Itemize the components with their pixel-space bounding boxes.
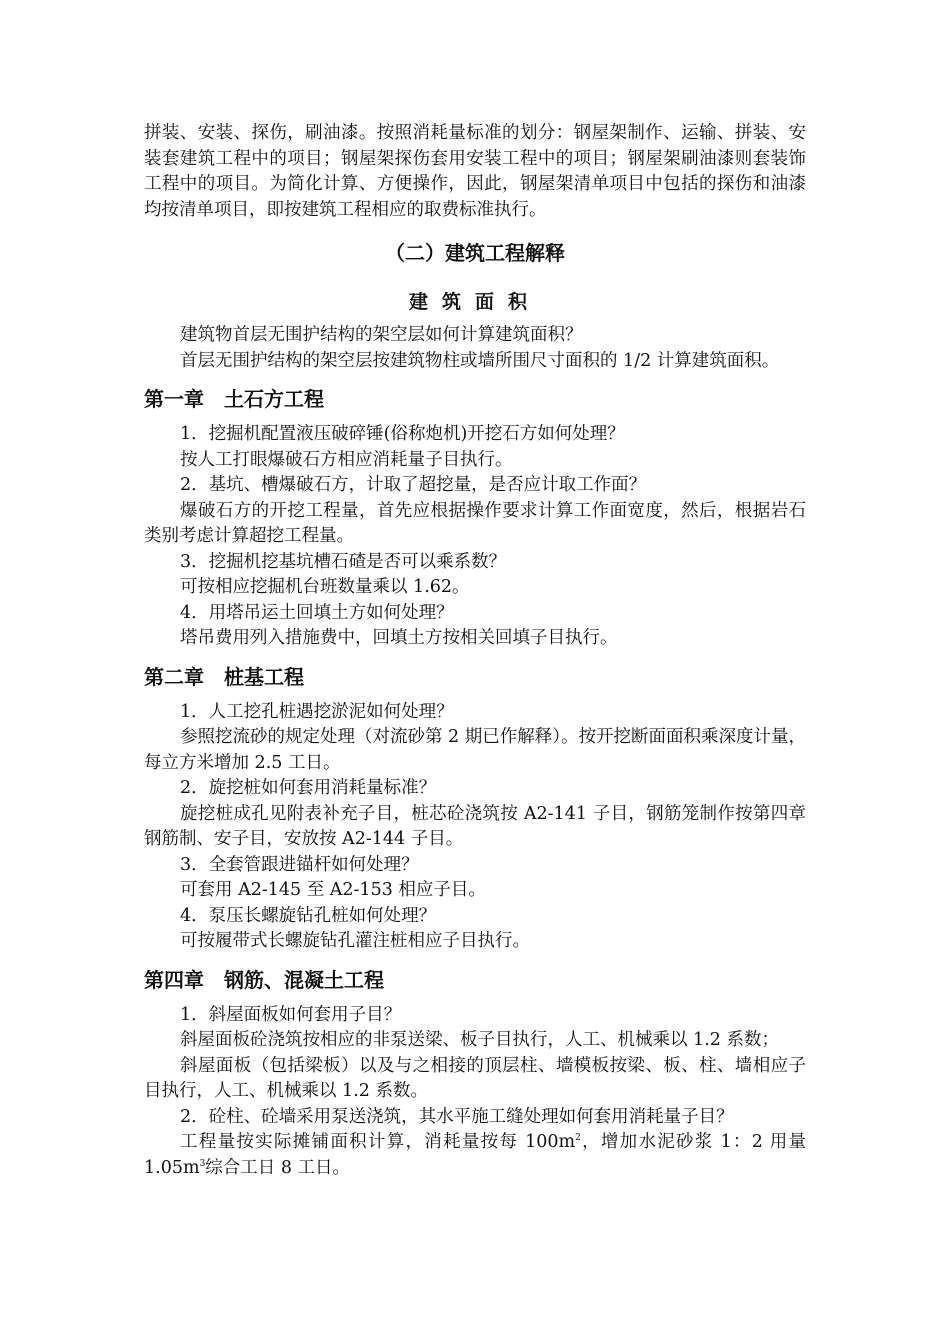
superscript: 3 [199,1158,206,1169]
question: 1．人工挖孔桩遇挖淤泥如何处理？ [180,701,454,722]
answer: 参照挖流砂的规定处理（对流砂第 2 期已作解释）。按开挖断面面积乘深度计量，每立方米增加 2.5 工日。 [144,727,807,773]
chapter-4-title: 第四章 钢筋、混凝土工程 [144,967,384,992]
answer: 旋挖桩成孔见附表补充子目，桩芯砼浇筑按 A2-141 子目，钢筋笼制作按第四章钢筋制、安子目，安放按 A2-144 子目。 [144,803,806,849]
chapter-2-title: 第二章 桩基工程 [144,664,304,689]
intro-paragraph: 拼装、安装、探伤，刷油漆。按照消耗量标准的划分：钢屋架制作、运输、拼装、安装套建筑工程中的项目；钢屋架探伤套用安装工程中的项目；钢屋架刷油漆则套装饰工程中的项目。为简化计算、方便操作，因此，钢屋架清单项目中包括的探伤和油漆均按清单项目，即按建筑工程相应的取费标准执行。 [144,123,806,220]
question: 4．泵压长螺旋钻孔桩如何处理？ [180,905,437,926]
question: 建筑物首层无围护结构的架空层如何计算建筑面积？ [180,325,583,345]
answer: 斜屋面板砼浇筑按相应的非泵送梁、板子目执行，人工、机械乘以 1.2 系数； [180,1030,779,1050]
answer: 可按相应挖掘机台班数量乘以 1.62。 [180,577,470,597]
answer-text-part: 工程量按实际摊铺面积计算，消耗量按每 100m [180,1132,576,1152]
answer: 爆破石方的开挖工程量，首先应根据操作要求计算工作面宽度，然后，根据岩石类别考虑计算超挖工程量。 [144,500,806,546]
chapter-1-title: 第一章 土石方工程 [144,387,324,411]
question: 4．用塔吊运土回填土方如何处理？ [180,602,454,623]
answer: 塔吊费用列入措施费中，回填土方按相关回填子目执行。 [180,628,618,648]
answer: 斜屋面板（包括梁板）以及与之相接的顶层柱、墙模板按梁、板、柱、墙相应子目执行，人工、机械乘以 1.2 系数。 [144,1055,806,1101]
answer: 可套用 A2-145 至 A2-153 相应子目。 [180,880,486,900]
section-title: （二）建筑工程解释 [385,241,565,265]
question: 3．挖掘机挖基坑槽石碴是否可以乘系数？ [180,551,507,572]
question: 1．挖掘机配置液压破碎锤(俗称炮机)开挖石方如何处理？ [180,424,625,444]
question: 3．全套管跟进锚杆如何处理？ [180,854,419,875]
question: 2．基坑、槽爆破石方，计取了超挖量，是否应计取工作面？ [180,475,647,495]
answer-text-part: 综合工日 8 工日。 [205,1157,351,1178]
answer: 按人工打眼爆破石方相应消耗量子目执行。 [180,449,513,470]
question: 1．斜屋面板如何套用子目？ [180,1004,402,1025]
question: 2．旋挖桩如何套用消耗量标准？ [180,778,437,798]
question: 2．砼柱、砼墙采用泵送浇筑，其水平施工缝处理如何套用消耗量子目？ [180,1106,734,1127]
answer: 首层无围护结构的架空层按建筑物柱或墙所围尺寸面积的 1/2 计算建筑面积。 [180,350,780,371]
answer: 可按履带式长螺旋钻孔灌注桩相应子目执行。 [180,931,530,951]
answer-text-part: ，增加水泥砂浆 1：2 用量 1.05m [144,1132,806,1178]
answer [144,1130,806,1181]
section-subtitle: 建筑面积 [408,291,541,313]
superscript: 2 [575,1133,581,1144]
